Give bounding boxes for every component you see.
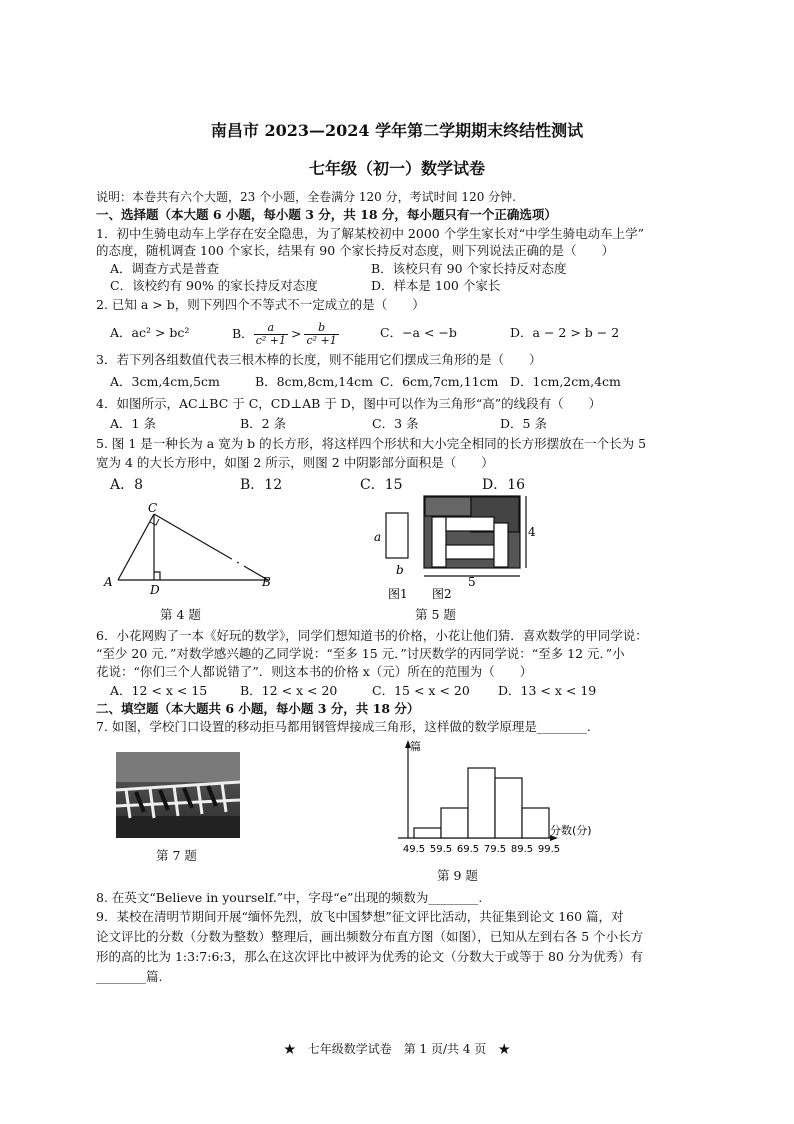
barrier-post-1 <box>126 789 130 818</box>
right-angle-mark-d <box>154 572 160 580</box>
label-a-side: a <box>374 530 382 544</box>
label-height-4: 4 <box>528 525 536 539</box>
y-axis-label: 篇 <box>410 740 421 753</box>
label-width-5: 5 <box>468 575 476 589</box>
x-tick-label: 69.5 <box>456 844 480 855</box>
q6-option-a: A．12 < x < 15 <box>110 683 208 698</box>
q1-option-d: D．样本是 100 个家长 <box>371 278 501 293</box>
q5-figure-caption: 第 5 题 <box>415 607 456 622</box>
histogram-bar-3 <box>468 768 495 838</box>
q2-option-b-label: B． <box>232 326 254 341</box>
barrier-brace-2 <box>160 790 168 810</box>
x-tick-label: 49.5 <box>402 844 426 855</box>
q3-option-c: C．6cm,7cm,11cm <box>380 374 499 389</box>
fig1-rectangle <box>386 513 408 558</box>
q3-option-a: A．3cm,4cm,5cm <box>110 374 220 389</box>
q4-option-b: B．2 条 <box>240 416 287 431</box>
photo-ground <box>116 816 240 838</box>
q1-option-b: B．该校只有 90 个家长持反对态度 <box>371 261 567 276</box>
histogram-bar-4 <box>495 778 522 838</box>
q6-option-b: B．12 < x < 20 <box>240 683 338 698</box>
barrier-brace-3 <box>184 788 192 808</box>
instructions: 说明：本卷共有六个大题，23 个小题，全卷满分 120 分，考试时间 120 分钟. <box>96 190 516 204</box>
fig2-piece-horizontal-bottom <box>446 545 494 559</box>
histogram-bar-2 <box>441 808 468 838</box>
photo-background-wall <box>116 752 240 782</box>
x-tick-label: 79.5 <box>483 844 507 855</box>
q1-option-c: C．该校约有 90% 的家长持反对态度 <box>110 278 318 293</box>
label-c: C <box>148 501 158 515</box>
q4-option-a: A．1 条 <box>110 416 156 431</box>
q6-line2: “至少 20 元．”对数学感兴趣的乙同学说：“至多 15 元．”讨厌数学的丙同学说：“至多 12 元．”小 <box>96 646 625 661</box>
segment-bc <box>154 514 268 580</box>
page-footer: ★ 七年级数学试卷 第 1 页/共 4 页 ★ <box>283 1042 511 1056</box>
q9-line3: 形的高的比为 1:3:7:6:3，那么在这次评比中被评为优秀的论文（分数大于或等于 80 分为优秀）有 <box>96 949 643 964</box>
q6-line1: 6．小花网购了一本《好玩的数学》，同学们想知道书的价格，小花让他们猜．喜欢数学的甲同学说： <box>96 628 648 643</box>
q7-stem: 7. 如图，学校门口设置的移动拒马都用钢管焊接成三角形，这样做的数学原理是________. <box>96 719 591 734</box>
label-b-side: b <box>396 563 404 577</box>
q9-line2: 论文评比的分数（分数为整数）整理后，画出频数分布直方图（如图），已知从左到右各 5 个小长方 <box>96 929 644 944</box>
x-axis-label: 分数(分) <box>550 824 592 837</box>
barrier-post-2 <box>150 788 154 818</box>
q5-option-c: C．15 <box>360 477 403 493</box>
q9-line1: 9．某校在清明节期间开展“缅怀先烈，放飞中国梦想”征文评比活动，共征集到论文 160 篇，对 <box>96 909 624 924</box>
q5-option-d: D．16 <box>482 477 526 493</box>
section-2-title: 二、填空题（本大题共 6 小题，每小题 3 分，共 18 分） <box>96 701 420 716</box>
q5-option-a: A．8 <box>110 477 144 493</box>
fig2-label: 图2 <box>432 587 452 601</box>
q5-line2: 宽为 4 的大长方形中，如图 2 所示，则图 2 中阴影部分面积是（ ） <box>96 455 494 470</box>
segment-ac <box>118 514 154 580</box>
label-b: B <box>262 575 271 589</box>
barrier-post-3 <box>174 786 178 816</box>
q2-option-a: A．ac² > bc² <box>110 325 190 340</box>
x-tick-label: 89.5 <box>510 844 534 855</box>
q3-option-d: D．1cm,2cm,4cm <box>510 374 621 389</box>
exam-title: 南昌市 2023—2024 学年第二学期期末终结性测试 <box>210 121 584 140</box>
q2-option-c: C．−a < −b <box>380 325 457 340</box>
q3-stem: 3．若下列各组数值代表三根木棒的长度，则不能用它们摆成三角形的是（ ） <box>96 352 542 367</box>
x-tick-label: 99.5 <box>537 844 561 855</box>
q4-triangle-figure <box>100 498 280 598</box>
q5-rectangles-figure <box>370 494 540 606</box>
q4-stem: 4．如图所示，AC⊥BC 于 C，CD⊥AB 于 D，图中可以作为三角形“高”的线段有（ ） <box>96 396 602 411</box>
q1-line2: 的态度，随机调查 100 个家长，结果有 90 个家长持反对态度，则下列说法正确的是（ ） <box>96 243 615 258</box>
q4-figure-caption: 第 4 题 <box>160 607 201 622</box>
fraction-a: $\frac{a}{\text{c² +1}}$ <box>255 321 286 347</box>
fraction-b: $\frac{b}{\text{c² +1}}$ <box>306 321 337 347</box>
q3-option-b: B．8cm,8cm,14cm <box>255 374 374 389</box>
q8-stem: 8. 在英文“Believe in yourself.”中，字母“e”出现的频数为________. <box>96 890 483 905</box>
q5-line1: 5. 图 1 是一种长为 a 宽为 b 的长方形，将这样四个形状和大小完全相同的长方形摆放在一个长为 5 <box>96 436 647 451</box>
histogram-bar-1 <box>414 828 441 838</box>
barrier-brace-4 <box>208 786 216 806</box>
q9-figure-caption: 第 9 题 <box>437 868 478 883</box>
label-a: A <box>104 575 113 589</box>
q1-option-a: A．调查方式是普查 <box>110 261 220 276</box>
barrier-brace-1 <box>136 792 144 812</box>
q6-option-d: D．13 < x < 19 <box>498 683 597 698</box>
q5-option-b: B．12 <box>240 477 283 493</box>
barrier-photo-drawing <box>116 752 240 838</box>
fig2-piece-horizontal-top <box>446 517 494 531</box>
q6-option-c: C．15 < x < 20 <box>372 683 470 698</box>
fig2-piece-vertical-left <box>432 517 446 567</box>
barrier-photo <box>116 752 240 838</box>
x-tick-label: 59.5 <box>429 844 453 855</box>
barrier-post-4 <box>198 785 202 814</box>
q4-option-c: C．3 条 <box>372 416 419 431</box>
label-d: D <box>150 583 160 597</box>
fig1-label: 图1 <box>388 587 408 601</box>
barrier-post-5 <box>222 783 226 812</box>
q2-option-b: B． $\frac{a}{\text{c² +1}}$ > $\frac{b}{\text{c² +1}}$ <box>232 321 337 347</box>
q2-option-d: D．a − 2 > b − 2 <box>510 325 620 340</box>
fig2-top-left-shaded <box>425 497 471 516</box>
q9-line4: ________篇. <box>96 969 163 984</box>
exam-subtitle: 七年级（初一）数学试卷 <box>308 159 485 178</box>
section-1-title: 一、选择题（本大题 6 小题，每小题 3 分，共 18 分，每小题只有一个正确选项） <box>96 207 557 222</box>
q1-line1: 1．初中生骑电动车上学存在安全隐患，为了解某校初中 2000 个学生家长对“中学生骑电动车上学” <box>96 226 644 241</box>
histogram-bar-5 <box>522 808 549 838</box>
q2-stem: 2. 已知 a > b，则下列四个不等式不一定成立的是（ ） <box>96 297 425 312</box>
fig2-piece-vertical-right <box>494 523 508 567</box>
histogram-chart <box>376 734 626 864</box>
q6-line3: 花说：“你们三个人都说错了”．则这本书的价格 x（元）所在的范围为（ ） <box>96 664 533 679</box>
q4-option-d: D．5 条 <box>500 416 547 431</box>
q7-figure-caption: 第 7 题 <box>156 848 197 863</box>
